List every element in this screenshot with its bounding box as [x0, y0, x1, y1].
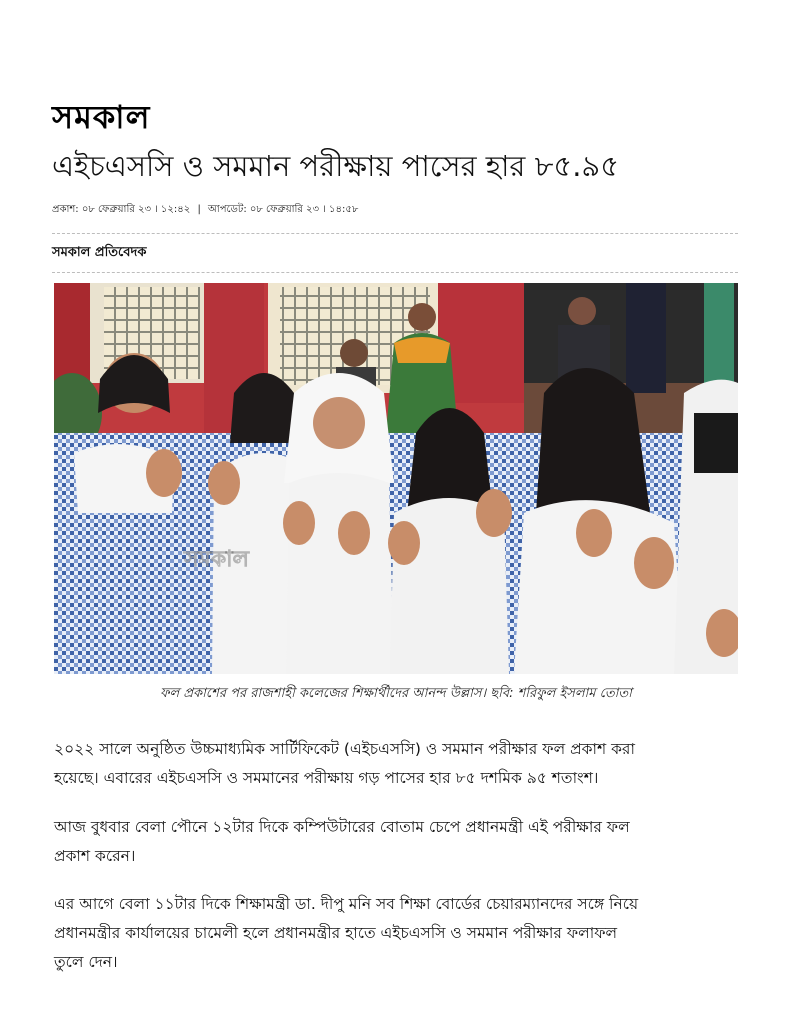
article-paragraph-3 — [54, 890, 740, 977]
article-meta — [52, 202, 358, 218]
meta-separator: | — [197, 204, 201, 215]
article-byline[interactable]: সমকাল প্রতিবেদক — [52, 245, 147, 260]
updated-date: আপডেট: ০৮ ফেব্রুয়ারি ২৩ । ১৪:৫৮ — [208, 204, 359, 215]
divider-top — [52, 233, 738, 234]
article-paragraph-2 — [54, 813, 740, 871]
photo-watermark: সমকাল — [184, 546, 249, 572]
paragraph-line: তুলে দেন। — [54, 953, 118, 971]
article-photo — [54, 283, 738, 674]
article-paragraph-1 — [54, 735, 740, 793]
paragraph-line: প্রকাশ করেন। — [54, 847, 136, 865]
article-headline: এইচএসসি ও সমমান পরীক্ষায় পাসের হার ৮৫.৯৫ — [52, 149, 620, 183]
divider-bottom — [52, 272, 738, 273]
paragraph-line: ২০২২ সালে অনুষ্ঠিত উচ্চমাধ্যমিক সার্টিফিকেট (এইচএসসি) ও সমমান পরীক্ষার ফল প্রকাশ করা — [54, 740, 635, 758]
paragraph-line: প্রধানমন্ত্রীর কার্যালয়ের চামেলী হলে প্রধানমন্ত্রীর হাতে এইচএসসি ও সমমান পরীক্ষার ফলাফল — [54, 924, 618, 942]
paragraph-line: হয়েছে। এবারের এইচএসসি ও সমমানের পরীক্ষায় গড় পাসের হার ৮৫ দশমিক ৯৫ শতাংশ। — [54, 769, 599, 787]
paragraph-line: আজ বুধবার বেলা পৌনে ১২টার দিকে কম্পিউটারের বোতাম চেপে প্রধানমন্ত্রী এই পরীক্ষার ফল — [54, 818, 630, 836]
paragraph-line: এর আগে বেলা ১১টার দিকে শিক্ষামন্ত্রী ডা. দীপু মনি সব শিক্ষা বোর্ডের চেয়ারম্যানদের সঙ্গে নিয়ে — [54, 895, 639, 913]
photo-caption: ফল প্রকাশের পর রাজশাহী কলেজের শিক্ষার্থীদের আনন্দ উল্লাস। ছবি: শরিফুল ইসলাম তোতা — [160, 686, 632, 701]
published-date: প্রকাশ: ০৮ ফেব্রুয়ারি ২৩ । ১২:৪২ — [52, 204, 191, 215]
publication-logo[interactable]: সমকাল — [52, 98, 151, 136]
